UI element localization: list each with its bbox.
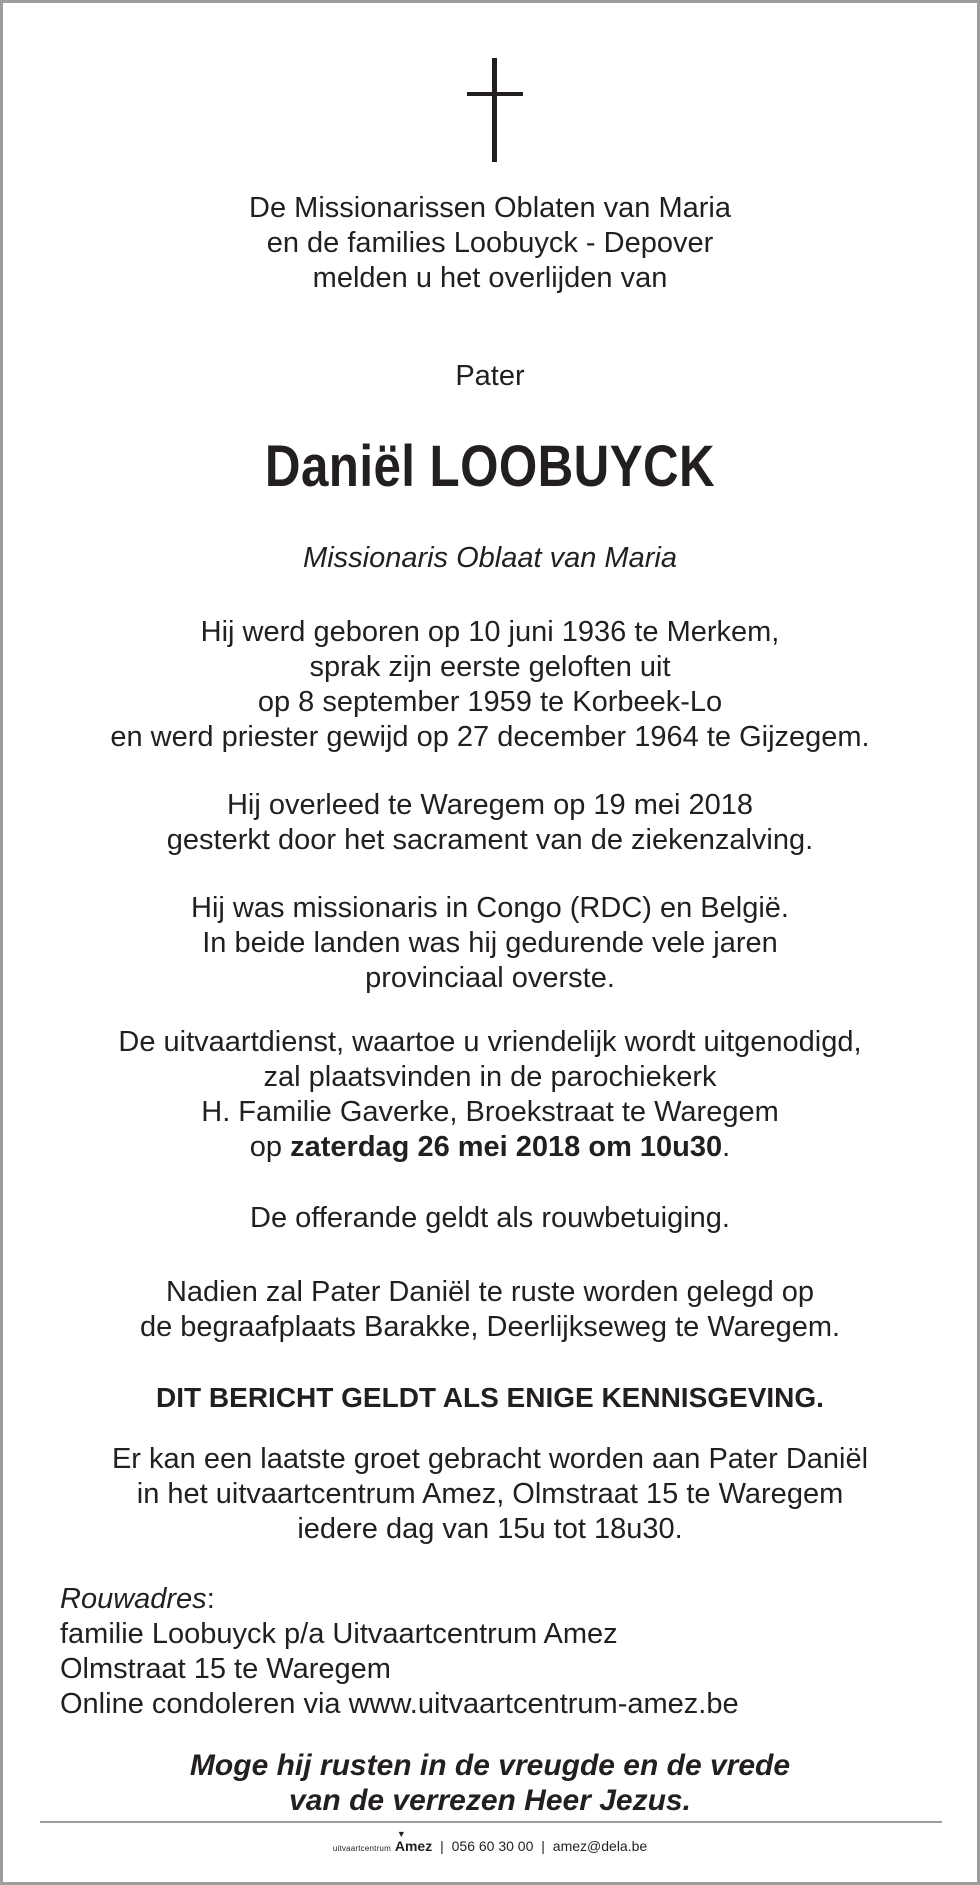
funeral-line: De uitvaartdienst, waartoe u vriendelijk wordt uitgenodigd, [118,1026,862,1058]
header-line: melden u het overlijden van [312,262,668,294]
address-line: familie Loobuyck p/a Uitvaartcentrum Amez [60,1618,618,1650]
address-line: Olmstraat 15 te Waregem [60,1653,391,1685]
burial-line: de begraafplaats Barakke, Deerlijkseweg te Waregem. [139,1311,841,1343]
footer-divider [40,1821,942,1823]
closing-line: van de verrezen Heer Jezus. [289,1784,691,1817]
birth-paragraph [3,615,977,755]
closing-line: Moge hij rusten in de vreugde en de vrede [189,1749,791,1782]
mission-line: Hij was missionaris in Congo (RDC) en België. [191,892,789,924]
funeral-date-line [3,1130,977,1165]
death-paragraph [3,788,977,858]
mission-line: In beide landen was hij gedurende vele jaren [202,927,778,959]
notice-text: DIT BERICHT GELDT ALS ENIGE KENNISGEVING. [156,1382,824,1413]
brand-name: Amez [394,1838,433,1854]
address-label: Rouwadres [60,1583,207,1615]
footer-separator: | [440,1838,444,1854]
burial-line: Nadien zal Pater Daniël te ruste worden gelegd op [165,1276,815,1308]
brand-prefix: uitvaartcentrum [332,1844,391,1853]
farewell-paragraph [3,1442,977,1547]
header-line: en de families Loobuyck - Depover [266,227,714,259]
birth-line: en werd priester gewijd op 27 december 1964 te Gijzegem. [110,721,870,753]
farewell-line: in het uitvaartcentrum Amez, Olmstraat 15 te Waregem [136,1478,844,1510]
mourning-address [60,1582,940,1722]
deceased-role: Missionaris Oblaat van Maria [303,542,677,574]
farewell-line: iedere dag van 15u tot 18u30. [297,1513,683,1545]
address-label-suffix: : [206,1583,215,1615]
cross-icon [467,58,523,162]
funeral-line: zal plaatsvinden in de parochiekerk [263,1061,717,1093]
brand-mark-icon: ▼ [396,1829,406,1839]
funeral-paragraph [3,1025,977,1165]
birth-line: Hij werd geboren op 10 juni 1936 te Merkem, [200,616,780,648]
funeral-date-prefix: op [249,1131,291,1163]
mission-paragraph [3,891,977,996]
deceased-prefix: Pater [455,360,525,392]
closing-prayer [3,1748,977,1818]
deceased-name: Daniël LOOBUYCK [264,434,716,499]
mission-line: provinciaal overste. [365,962,615,994]
header-line: De Missionarissen Oblaten van Maria [249,192,731,224]
address-line: Online condoleren via www.uitvaartcentrum-amez.be [60,1688,739,1720]
offering-text: De offerande geldt als rouwbetuiging. [250,1202,730,1234]
announcement-header [3,191,977,296]
footer-separator: | [541,1838,545,1854]
death-line: gesterkt door het sacrament van de ziekenzalving. [166,824,814,856]
farewell-line: Er kan een laatste groet gebracht worden aan Pater Daniël [111,1443,869,1475]
footer-email: amez@dela.be [552,1838,648,1854]
funeral-date-suffix: . [722,1131,731,1163]
burial-paragraph [3,1275,977,1345]
funeral-line: H. Familie Gaverke, Broekstraat te Waregem [201,1096,779,1128]
address-label-line [60,1582,940,1617]
brand-logo [394,1829,433,1854]
funeral-date: zaterdag 26 mei 2018 om 10u30 [290,1131,723,1163]
birth-line: sprak zijn eerste geloften uit [309,651,671,683]
birth-line: op 8 september 1959 te Korbeek-Lo [257,686,723,718]
funeral-home-footer [3,1829,977,1858]
footer-phone: 056 60 30 00 [451,1838,534,1854]
death-line: Hij overleed te Waregem op 19 mei 2018 [226,789,754,821]
